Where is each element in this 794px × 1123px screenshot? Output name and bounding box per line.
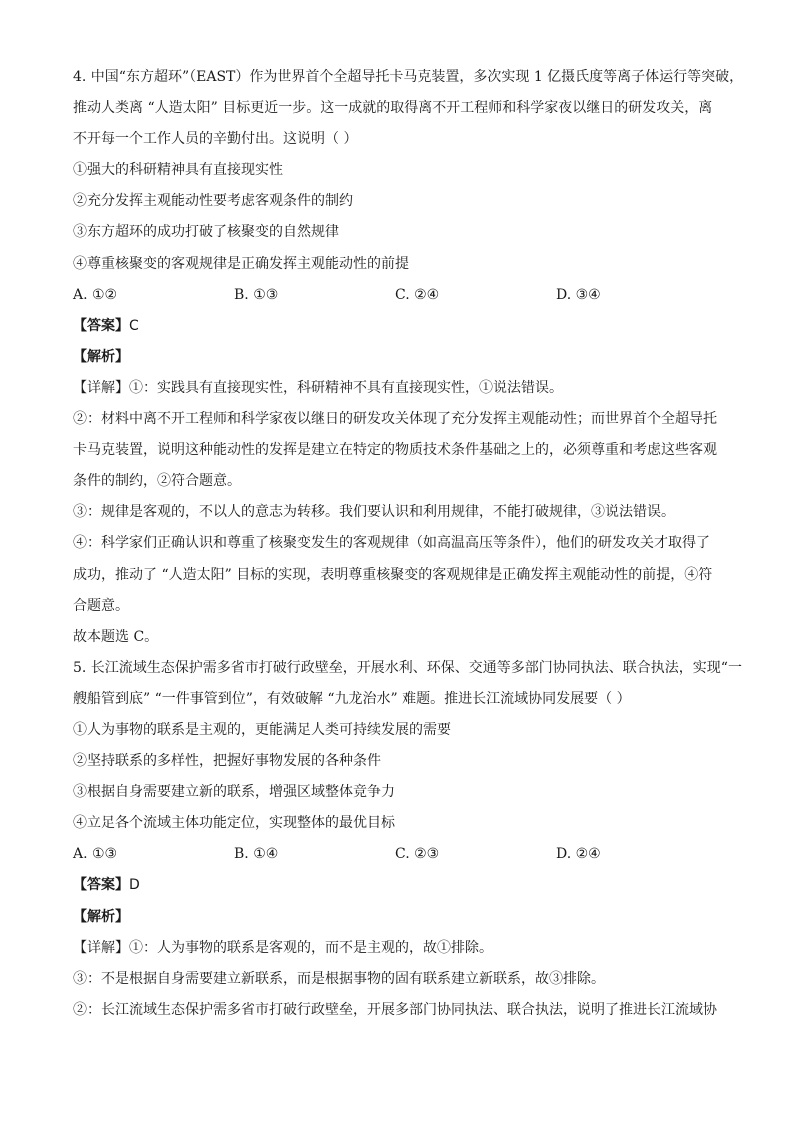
q5-detail-line-3: ②：长江流域生态保护需多省市打破行政壁垒，开展多部门协同执法、联合执法，说明了推进长江流域协: [73, 1001, 717, 1018]
question-4: [73, 62, 744, 653]
q5-statement-1: ①人为事物的联系是主观的，更能满足人类可持续发展的需要: [73, 721, 451, 738]
q4-option-b: B. ①③: [234, 286, 279, 303]
q4-statement-2: ②充分发挥主观能动性要考虑客观条件的制约: [73, 193, 353, 210]
q4-options: [73, 280, 733, 311]
q5-statement-2: ②坚持联系的多样性，把握好事物发展的各种条件: [73, 753, 381, 770]
q4-detail-line-4: 条件的制约，②符合题意。: [73, 473, 241, 490]
q5-detail-line-2: ③：不是根据自身需要建立新联系，而是根据事物的固有联系建立新联系，故③排除。: [73, 970, 605, 987]
q4-stem-line-1: 4. 中国“东方超环”（EAST）作为世界首个全超导托卡马克装置，多次实现 1 亿摄氏度等离子体运行等突破，: [73, 69, 744, 85]
q4-detail-line-3: 卡马克装置，说明这种能动性的发挥是建立在特定的物质技术条件基础之上的，必须尊重和考虑这些客观: [73, 442, 717, 459]
question-5: [73, 653, 742, 1026]
q5-option-b: B. ①④: [234, 846, 279, 863]
q5-stem-line-2: 艘船管到底” “一件事管到位”，有效破解 “九龙治水” 难题。推进长江流域协同发展要（ ）: [73, 690, 631, 707]
q4-answer: [73, 311, 733, 342]
q4-stem-line-2: 推动人类离 “人造太阳” 目标更近一步。这一成就的取得离不开工程师和科学家夜以继日的研发攻关，离: [73, 100, 713, 117]
q5-option-c: C. ②③: [395, 846, 440, 863]
q4-option-d: D. ③④: [556, 286, 601, 303]
q4-option-c: C. ②④: [395, 286, 440, 303]
q5-answer: [73, 870, 733, 901]
q4-statement-4: ④尊重核聚变的客观规律是正确发挥主观能动性的前提: [73, 255, 409, 272]
q5-option-a: A. ①③: [73, 846, 118, 863]
q5-options: [73, 839, 733, 870]
q5-answer-value: D: [129, 877, 140, 894]
document-page: [73, 62, 744, 1026]
q5-analysis-tag: 【解析】: [73, 908, 129, 925]
q4-detail-line-1: 【详解】①：实践具有直接现实性，科研精神不具有直接现实性，①说法错误。: [73, 379, 563, 396]
q4-detail-line-8: 合题意。: [73, 597, 129, 614]
q4-detail-line-6: ④：科学家们正确认识和尊重了核聚变发生的客观规律（如高温高压等条件），他们的研发攻关才取得了: [73, 535, 710, 552]
q4-conclusion: 故本题选 C。: [73, 628, 159, 645]
q5-answer-tag: 【答案】: [73, 877, 129, 894]
q4-detail-line-2: ②：材料中离不开工程师和科学家夜以继日的研发攻关体现了充分发挥主观能动性；而世界首个全超导托: [73, 411, 717, 428]
q4-analysis-heading: [73, 342, 733, 373]
q5-detail-line-1: 【详解】①：人为事物的联系是客观的，而不是主观的，故①排除。: [73, 939, 493, 956]
q4-stem-line-3: 不开每一个工作人员的辛勤付出。这说明（ ）: [73, 131, 358, 148]
q4-answer-tag: 【答案】: [73, 317, 129, 334]
q5-statement-3: ③根据自身需要建立新的联系，增强区域整体竞争力: [73, 784, 395, 801]
q4-answer-value: C: [129, 317, 139, 334]
q5-stem-line-1: 5. 长江流域生态保护需多省市打破行政壁垒，开展水利、环保、交通等多部门协同执法、联合执法，实现“一: [73, 659, 742, 676]
q4-analysis-tag: 【解析】: [73, 348, 129, 365]
q4-statement-3: ③东方超环的成功打破了核聚变的自然规律: [73, 224, 339, 241]
q4-detail-line-7: 成功，推动了 “人造太阳” 目标的实现，表明尊重核聚变的客观规律是正确发挥主观能动性的前提，④符: [73, 566, 713, 583]
q5-statement-4: ④立足各个流域主体功能定位，实现整体的最优目标: [73, 815, 395, 832]
q4-statement-1: ①强大的科研精神具有直接现实性: [73, 162, 283, 179]
q4-option-a: A. ①②: [73, 286, 118, 303]
q4-detail-line-5: ③：规律是客观的，不以人的意志为转移。我们要认识和利用规律，不能打破规律，③说法错误。: [73, 504, 675, 521]
q5-analysis-heading: [73, 902, 733, 933]
q5-option-d: D. ②④: [556, 846, 601, 863]
